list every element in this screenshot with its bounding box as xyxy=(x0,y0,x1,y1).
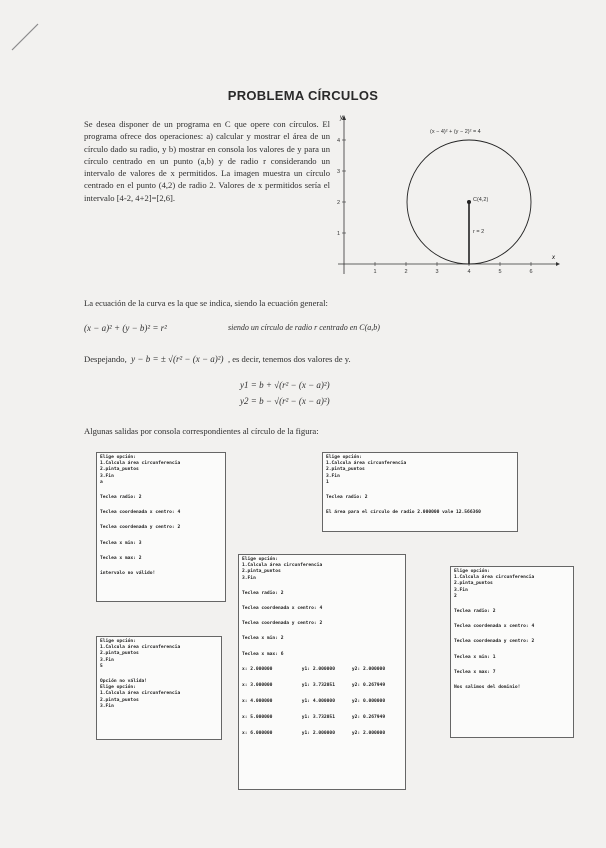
x-tick-label: 6 xyxy=(529,269,533,275)
console-line: Teclea radio: 2 xyxy=(100,494,142,500)
intro-paragraph: Se desea disponer de un programa en C que opere con círculos. El programa ofrece dos operaciones: a) calcular y mostrar el área de un círculo dado su radio, y b) mostrar en consola los valores de y para un círculo centrado en un punto (a,b) y de radio r considerando un intervalo de valores de x permitidos. La imagen muestra un círculo centrado en el punto (4,2) de radio 2. Valores de x permitidos sería el intervalo [4-2, 4+2]=[2,6]. xyxy=(84,119,330,203)
point-row xyxy=(242,731,402,747)
center-label: C(4,2) xyxy=(473,197,489,203)
solving-equation: y − b = ± √(r² − (x − a)²) xyxy=(131,354,224,364)
console-line: 1.Calcula área circunferencia xyxy=(100,691,181,697)
console-out-of-domain xyxy=(450,566,574,738)
console-line: 2.pinta_puntos xyxy=(100,467,139,473)
console-points xyxy=(238,554,406,790)
point-row xyxy=(242,683,402,699)
point-cell: y1: 3.732051 xyxy=(301,714,335,720)
console-line: Elige opción: xyxy=(100,455,136,460)
radius-label: r = 2 xyxy=(473,229,485,235)
console-line: a xyxy=(100,479,103,485)
console-line: 2.pinta_puntos xyxy=(242,569,281,575)
console-line: Nos salimos del dominio! xyxy=(454,684,521,690)
console-line: Teclea x max: 7 xyxy=(454,669,496,675)
circle-equation: (x − 4)² + (y − 2)² = 4 xyxy=(430,129,481,135)
console-line: intervalo no válido! xyxy=(100,570,156,576)
point-cell: y2: 0.267949 xyxy=(351,682,386,688)
point-row xyxy=(242,699,402,715)
console-line: Teclea radio: 2 xyxy=(326,494,368,500)
general-equation-note: siendo un círculo de radio r centrado en C(a,b) xyxy=(228,323,380,332)
console-line: 2.pinta_puntos xyxy=(100,697,139,703)
console-invalid-option xyxy=(96,636,222,740)
console-line: Teclea x min: 1 xyxy=(454,654,496,660)
solving-line xyxy=(84,349,351,367)
console-line: 3.Fin xyxy=(454,587,468,593)
x-tick-label: 1 xyxy=(373,269,377,275)
console-line: 3.Fin xyxy=(242,575,256,581)
pencil-mark xyxy=(8,20,42,54)
point-cell: x: 3.000000 xyxy=(242,682,273,688)
console-line: Teclea coordenada x centro: 4 xyxy=(100,510,181,516)
console-line: Opción no válida! xyxy=(100,678,148,684)
console-line: Elige opción: xyxy=(100,685,136,691)
point-cell: y2: 0.000000 xyxy=(351,698,386,704)
console-line: 1.Calcula área circunferencia xyxy=(242,563,323,569)
point-cell: y2: 2.000000 xyxy=(351,730,386,736)
y-tick-label: 3 xyxy=(336,169,340,175)
point-cell: x: 6.000000 xyxy=(242,730,273,736)
console-line: 2.pinta_puntos xyxy=(326,467,365,473)
x-tick-label: 3 xyxy=(435,269,439,275)
y-axis-label: y xyxy=(340,115,343,121)
console-line: Teclea coordenada y centro: 2 xyxy=(100,525,181,531)
circle-graph xyxy=(330,112,560,282)
console-line: Teclea coordenada x centro: 4 xyxy=(454,624,535,630)
console-line: Teclea radio: 2 xyxy=(454,608,496,614)
console-line: 3.Fin xyxy=(100,703,114,709)
console-line: Elige opción: xyxy=(454,569,490,574)
console-line: 1 xyxy=(326,479,329,485)
console-line: 5 xyxy=(100,663,103,669)
point-cell: y1: 2.000000 xyxy=(301,666,335,672)
y1-equation: y1 = b + √(r² − (x − a)²) xyxy=(240,380,330,390)
point-cell: x: 4.000000 xyxy=(242,698,273,704)
general-equation: (x − a)² + (y − b)² = r² xyxy=(84,323,167,333)
point-cell: y2: 2.000000 xyxy=(351,666,386,672)
console-line: 3.Fin xyxy=(326,473,340,479)
point-row xyxy=(242,715,402,731)
console-line: Elige opción: xyxy=(100,639,136,644)
console-line: Teclea radio: 2 xyxy=(242,590,284,596)
console-line: Elige opción: xyxy=(326,455,362,460)
x-axis-arrow xyxy=(556,262,560,266)
console-line: 1.Calcula área circunferencia xyxy=(100,461,181,467)
console-line: 1.Calcula área circunferencia xyxy=(100,645,181,651)
console-line: Teclea coordenada y centro: 2 xyxy=(454,639,535,645)
point-cell: y2: 0.267949 xyxy=(351,714,386,720)
console-line: Elige opción: xyxy=(242,557,278,562)
page-title: PROBLEMA CÍRCULOS xyxy=(227,88,379,103)
solving-prefix: Despejando, xyxy=(84,354,127,364)
console-line: Teclea x min: 2 xyxy=(242,636,284,642)
console-area xyxy=(322,452,518,532)
x-tick-label: 5 xyxy=(498,269,502,275)
point-row xyxy=(242,667,402,683)
console-line: 2 xyxy=(454,593,457,599)
console-line: 1.Calcula área circunferencia xyxy=(326,461,407,467)
solving-suffix: , es decir, tenemos dos valores de y. xyxy=(227,354,351,364)
console-line: Teclea x max: 6 xyxy=(242,651,284,657)
console-line: Teclea coordenada y centro: 2 xyxy=(242,621,323,627)
center-point xyxy=(467,200,471,204)
y-tick-label: 1 xyxy=(336,231,340,237)
x-axis-label: x xyxy=(552,255,555,261)
y-tick-label: 4 xyxy=(336,138,340,144)
point-cell: y1: 4.000000 xyxy=(301,698,335,704)
point-cell: x: 5.000000 xyxy=(242,714,273,720)
point-cell: y1: 2.000000 xyxy=(301,730,335,736)
x-tick-label: 2 xyxy=(404,269,408,275)
curve-text: La ecuación de la curva es la que se indica, siendo la ecuación general: xyxy=(84,298,328,308)
console-line: 2.pinta_puntos xyxy=(454,581,493,587)
x-tick-label: 4 xyxy=(467,269,471,275)
console-line: 2.pinta_puntos xyxy=(100,651,139,657)
console-line: 3.Fin xyxy=(100,473,114,479)
point-cell: x: 2.000000 xyxy=(242,666,273,672)
console-line: Teclea coordenada x centro: 4 xyxy=(242,605,323,611)
outputs-text: Algunas salidas por consola correspondientes al círculo de la figura: xyxy=(84,426,319,436)
console-line: Teclea x min: 3 xyxy=(100,540,142,546)
y-tick-label: 2 xyxy=(336,200,340,206)
console-invalid-interval xyxy=(96,452,226,602)
console-line: El área para el círculo de radio 2.000000 vale 12.566360 xyxy=(326,510,481,516)
console-line: 1.Calcula área circunferencia xyxy=(454,575,535,581)
console-line: Teclea x max: 2 xyxy=(100,555,142,561)
console-line: 3.Fin xyxy=(100,657,114,663)
y2-equation: y2 = b − √(r² − (x − a)²) xyxy=(240,396,330,406)
point-cell: y1: 3.732051 xyxy=(301,682,335,688)
